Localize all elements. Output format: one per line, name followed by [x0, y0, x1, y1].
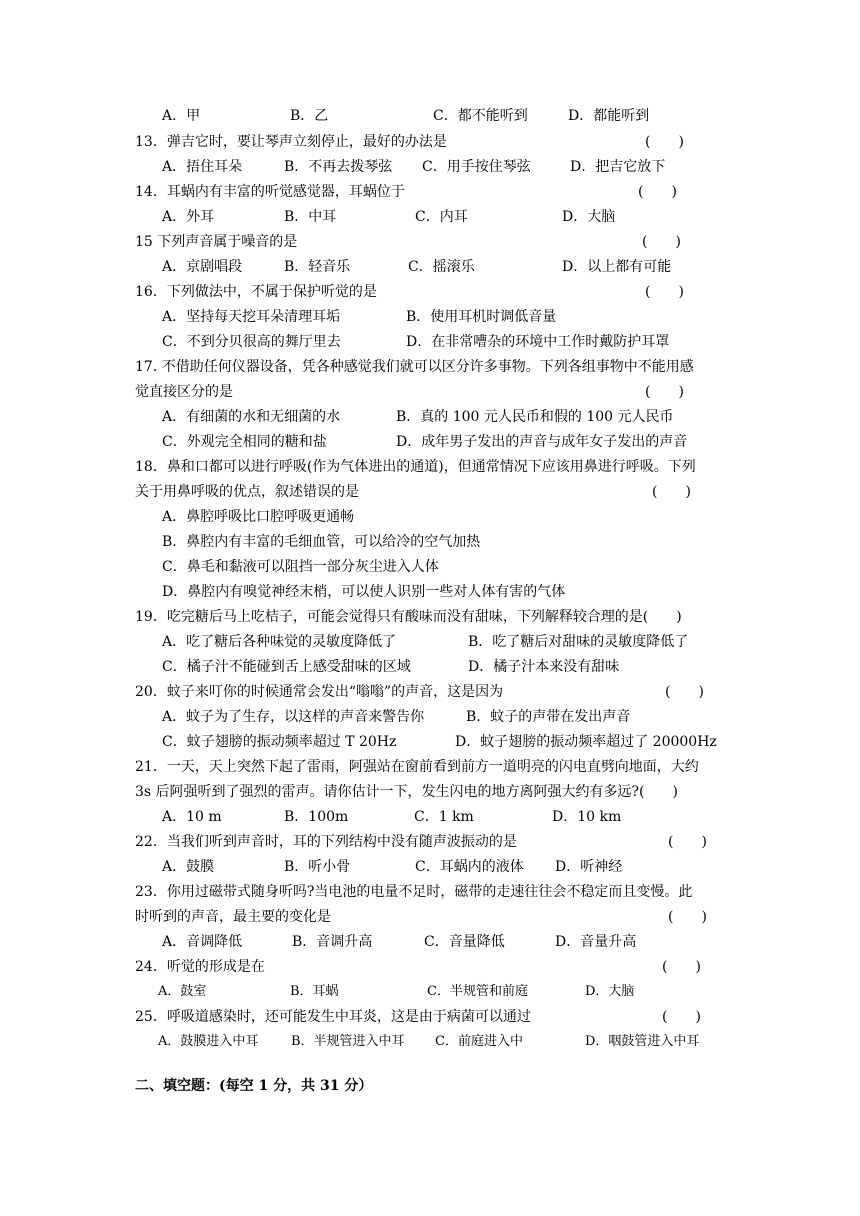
q16-option-b: B．使用耳机时调低音量: [406, 309, 557, 325]
q16-option-c: C．不到分贝很高的舞厅里去: [162, 334, 341, 350]
q22-answer-paren: ( ): [668, 834, 707, 850]
q18-stem-line2: 关于用鼻呼吸的优点，叙述错误的是: [135, 484, 359, 500]
q16-option-a: A．坚持每天挖耳朵清理耳垢: [162, 309, 341, 325]
q20-option-a: A．蚊子为了生存，以这样的声音来警告你: [162, 709, 425, 725]
q19-option-a: A．吃了糖后各种味觉的灵敏度降低了: [162, 634, 397, 650]
q13-stem: 13．弹吉它时，要让琴声立刻停止，最好的办法是: [135, 134, 447, 150]
q23-option-a: A．音调降低: [162, 934, 243, 950]
q15-answer-paren: ( ): [642, 234, 681, 250]
q20-stem: 20．蚊子来叮你的时候通常会发出“嗡嗡”的声音，这是因为: [135, 684, 504, 700]
q17-stem-line1: 17. 不借助任何仪器设备，凭各种感觉我们就可以区分许多事物。下列各组事物中不能用感: [135, 359, 694, 375]
q22-option-c: C．耳蜗内的液体: [415, 859, 524, 875]
q24-option-c: C．半规管和前庭: [427, 984, 528, 999]
q15-option-c: C．摇滚乐: [408, 259, 475, 275]
q19-stem: 19．吃完糖后马上吃桔子，可能会觉得只有酸味而没有甜味，下列解释较合理的是( ): [135, 609, 682, 625]
q24-option-b: B．耳蜗: [290, 984, 339, 999]
q15-option-b: B．轻音乐: [284, 259, 351, 275]
q23-stem-line2: 时听到的声音，最主要的变化是: [135, 909, 331, 925]
q16-option-d: D．在非常嘈杂的环境中工作时戴防护耳罩: [406, 334, 670, 350]
q14-stem: 14．耳蜗内有丰富的听觉感觉器，耳蜗位于: [135, 184, 405, 200]
q12-option-b: B．乙: [290, 108, 329, 124]
q23-option-b: B．音调升高: [292, 934, 373, 950]
q25-option-d: D．咽鼓管进入中耳: [585, 1034, 700, 1049]
q15-option-d: D．以上都有可能: [562, 259, 672, 275]
q14-option-a: A．外耳: [162, 209, 215, 225]
q21-stem-line1: 21．一天，天上突然下起了雷雨，阿强站在窗前看到前方一道明亮的闪电直劈向地面，大约: [135, 759, 699, 775]
q13-option-b: B．不再去拨琴弦: [284, 159, 393, 175]
q21-option-b: B．100m: [284, 809, 349, 825]
q20-option-c: C．蚊子翅膀的振动频率超过 T 20Hz: [162, 734, 397, 750]
q20-option-d: D．蚊子翅膀的振动频率超过了 20000Hz: [455, 734, 717, 750]
q25-stem: 25．呼吸道感染时，还可能发生中耳炎，这是由于病菌可以通过: [135, 1009, 531, 1025]
q19-option-d: D．橘子汁本来没有甜味: [468, 659, 620, 675]
q20-option-b: B．蚊子的声带在发出声音: [466, 709, 631, 725]
q13-option-a: A．捂住耳朵: [162, 159, 243, 175]
q19-option-b: B．吃了糖后对甜味的灵敏度降低了: [468, 634, 689, 650]
q22-option-b: B．听小骨: [284, 859, 351, 875]
q24-answer-paren: ( ): [662, 959, 701, 975]
q24-option-d: D．大脑: [585, 984, 635, 999]
q21-option-d: D．10 km: [552, 809, 622, 825]
q25-option-c: C．前庭进入中: [435, 1034, 523, 1049]
q25-answer-paren: ( ): [662, 1009, 701, 1025]
q17-option-a: A．有细菌的水和无细菌的水: [162, 409, 341, 425]
q22-option-d: D．听神经: [555, 859, 623, 875]
q16-stem: 16．下列做法中，不属于保护听觉的是: [135, 284, 377, 300]
q15-stem: 15 下列声音属于噪音的是: [135, 234, 298, 250]
q18-stem-line1: 18．鼻和口都可以进行呼吸(作为气体进出的通道)，但通常情况下应该用鼻进行呼吸。下列: [135, 459, 696, 475]
q23-option-d: D．音量升高: [555, 934, 637, 950]
q24-option-a: A．鼓室: [158, 984, 207, 999]
q21-option-a: A．10 m: [162, 809, 222, 825]
q17-stem-line2: 觉直接区分的是: [135, 384, 233, 400]
q18-option-c: C．鼻毛和黏液可以阻挡一部分灰尘进入人体: [162, 559, 439, 575]
q22-option-a: A．鼓膜: [162, 859, 215, 875]
q14-option-c: C．内耳: [415, 209, 468, 225]
section-2-heading: 二、填空题：(每空 1 分，共 31 分）: [135, 1078, 373, 1094]
q17-option-b: B．真的 100 元人民币和假的 100 元人民币: [396, 409, 674, 425]
q21-stem-line2: 3s 后阿强听到了强烈的雷声。请你估计一下，发生闪电的地方离阿强大约有多远?( ): [135, 784, 678, 800]
q14-answer-paren: ( ): [638, 184, 677, 200]
q17-option-c: C．外观完全相同的糖和盐: [162, 434, 327, 450]
q24-stem: 24．听觉的形成是在: [135, 959, 265, 975]
q16-answer-paren: ( ): [645, 284, 684, 300]
q25-option-b: B．半规管进入中耳: [291, 1034, 405, 1049]
q22-stem: 22．当我们听到声音时，耳的下列结构中没有随声波振动的是: [135, 834, 517, 850]
q20-answer-paren: ( ): [665, 684, 704, 700]
q12-option-d: D．都能听到: [568, 108, 650, 124]
q18-option-b: B．鼻腔内有丰富的毛细血管，可以给冷的空气加热: [162, 534, 481, 550]
q18-option-a: A．鼻腔呼吸比口腔呼吸更通畅: [162, 509, 355, 525]
q18-answer-paren: ( ): [652, 484, 691, 500]
q13-answer-paren: ( ): [645, 134, 684, 150]
q12-option-a: A．甲: [162, 108, 201, 124]
q12-option-c: C．都不能听到: [433, 108, 528, 124]
q17-option-d: D．成年男子发出的声音与成年女子发出的声音: [396, 434, 688, 450]
q23-stem-line1: 23．你用过磁带式随身听吗?当电池的电量不足时，磁带的走速往往会不稳定而且变慢。此: [135, 884, 693, 900]
q21-option-c: C．1 km: [414, 809, 474, 825]
q23-option-c: C．音量降低: [424, 934, 505, 950]
q23-answer-paren: ( ): [668, 909, 707, 925]
q14-option-d: D．大脑: [562, 209, 616, 225]
q15-option-a: A．京剧唱段: [162, 259, 243, 275]
q18-option-d: D．鼻腔内有嗅觉神经末梢，可以使人识别一些对人体有害的气体: [162, 584, 566, 600]
q19-option-c: C．橘子汁不能碰到舌上感受甜味的区域: [162, 659, 411, 675]
q14-option-b: B．中耳: [284, 209, 337, 225]
q13-option-d: D．把吉它放下: [570, 159, 666, 175]
q17-answer-paren: ( ): [645, 384, 684, 400]
q25-option-a: A．鼓膜进入中耳: [158, 1034, 259, 1049]
q13-option-c: C．用手按住琴弦: [422, 159, 531, 175]
